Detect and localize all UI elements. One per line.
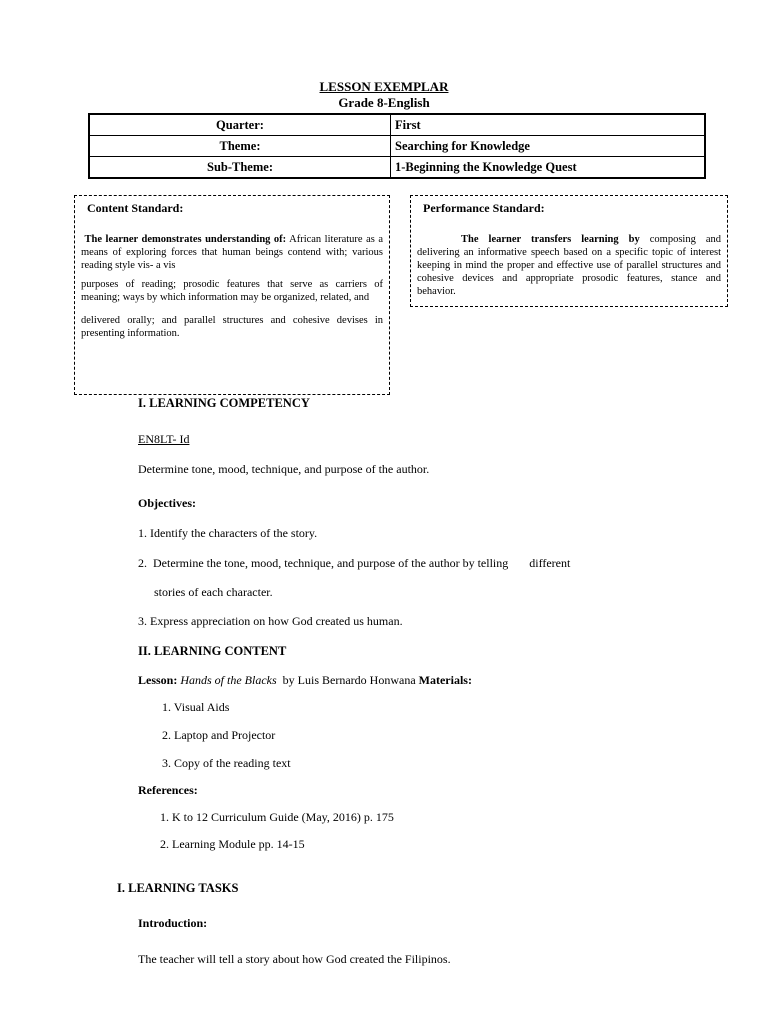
references-label: References:: [138, 783, 198, 797]
document-subtitle: Grade 8-English: [338, 95, 430, 110]
sub-theme-label: Sub-Theme:: [89, 157, 391, 179]
content-standard-heading: Content Standard:: [87, 201, 184, 215]
lesson-info-table: [88, 113, 706, 179]
sub-theme-value: 1-Beginning the Knowledge Quest: [391, 157, 706, 179]
material-item: 1. Visual Aids: [162, 700, 230, 714]
material-item: 3. Copy of the reading text: [162, 756, 291, 770]
performance-standard-lead: The learner transfers learning by: [461, 234, 640, 245]
objective-item: 2. Determine the tone, mood, technique, and purpose of the author by telling different: [138, 556, 571, 570]
content-standard-box: [74, 195, 390, 395]
reference-item: 2. Learning Module pp. 14-15: [160, 837, 305, 851]
content-standard-para-2: purposes of reading; prosodic features that serve as carriers of meaning; ways by which information may be organized, related, and: [81, 279, 383, 303]
learning-tasks-heading: I. LEARNING TASKS: [117, 881, 239, 895]
introduction-text: The teacher will tell a story about how God created the Filipinos.: [138, 952, 451, 966]
objective-item-continued: stories of each character.: [154, 585, 273, 599]
performance-standard-text: [417, 233, 721, 298]
table-row: [89, 157, 705, 179]
introduction-label: Introduction:: [138, 916, 208, 930]
objective-item: 3. Express appreciation on how God created us human.: [138, 614, 403, 628]
performance-standard-body: composing and delivering an informative speech based on a specific topic of interest keeping in mind the proper and effective use of parallel structures and cohesive devices and appropriate prosodic features, stance and behavior.: [417, 234, 722, 297]
performance-standard-box: [410, 195, 728, 307]
content-standard-lead: The learner demonstrates understanding of:: [84, 234, 287, 245]
performance-standard-heading: Performance Standard:: [423, 201, 545, 215]
theme-value: Searching for Knowledge: [391, 136, 706, 157]
competency-code: EN8LT- Id: [138, 432, 190, 446]
quarter-value: First: [391, 114, 706, 136]
learning-competency-heading: I. LEARNING COMPETENCY: [138, 396, 310, 410]
theme-label: Theme:: [89, 136, 391, 157]
content-standard-para-1: [81, 233, 383, 272]
document-title: LESSON EXEMPLAR: [319, 79, 449, 94]
lesson-line: [138, 673, 472, 688]
quarter-label: Quarter:: [89, 114, 391, 136]
learning-content-heading: II. LEARNING CONTENT: [138, 644, 287, 658]
table-row: [89, 114, 705, 136]
material-item: 2. Laptop and Projector: [162, 728, 276, 742]
content-standard-para-3: delivered orally; and parallel structures and cohesive devises in presenting information.: [81, 315, 383, 339]
objectives-label: Objectives:: [138, 496, 196, 510]
content-standard-text-1: African literature as a means of exploring forces that human beings contend with; various reading style vis- a vis: [81, 234, 384, 271]
lesson-author: by Luis Bernardo Honwana: [276, 673, 419, 687]
lesson-label: Lesson:: [138, 673, 178, 687]
materials-label: Materials:: [418, 673, 472, 687]
table-row: [89, 136, 705, 157]
lesson-title: Hands of the Blacks: [180, 673, 277, 687]
reference-item: 1. K to 12 Curriculum Guide (May, 2016) p. 175: [160, 810, 394, 824]
objective-item: 1. Identify the characters of the story.: [138, 526, 318, 540]
competency-statement: Determine tone, mood, technique, and purpose of the author.: [138, 462, 430, 476]
